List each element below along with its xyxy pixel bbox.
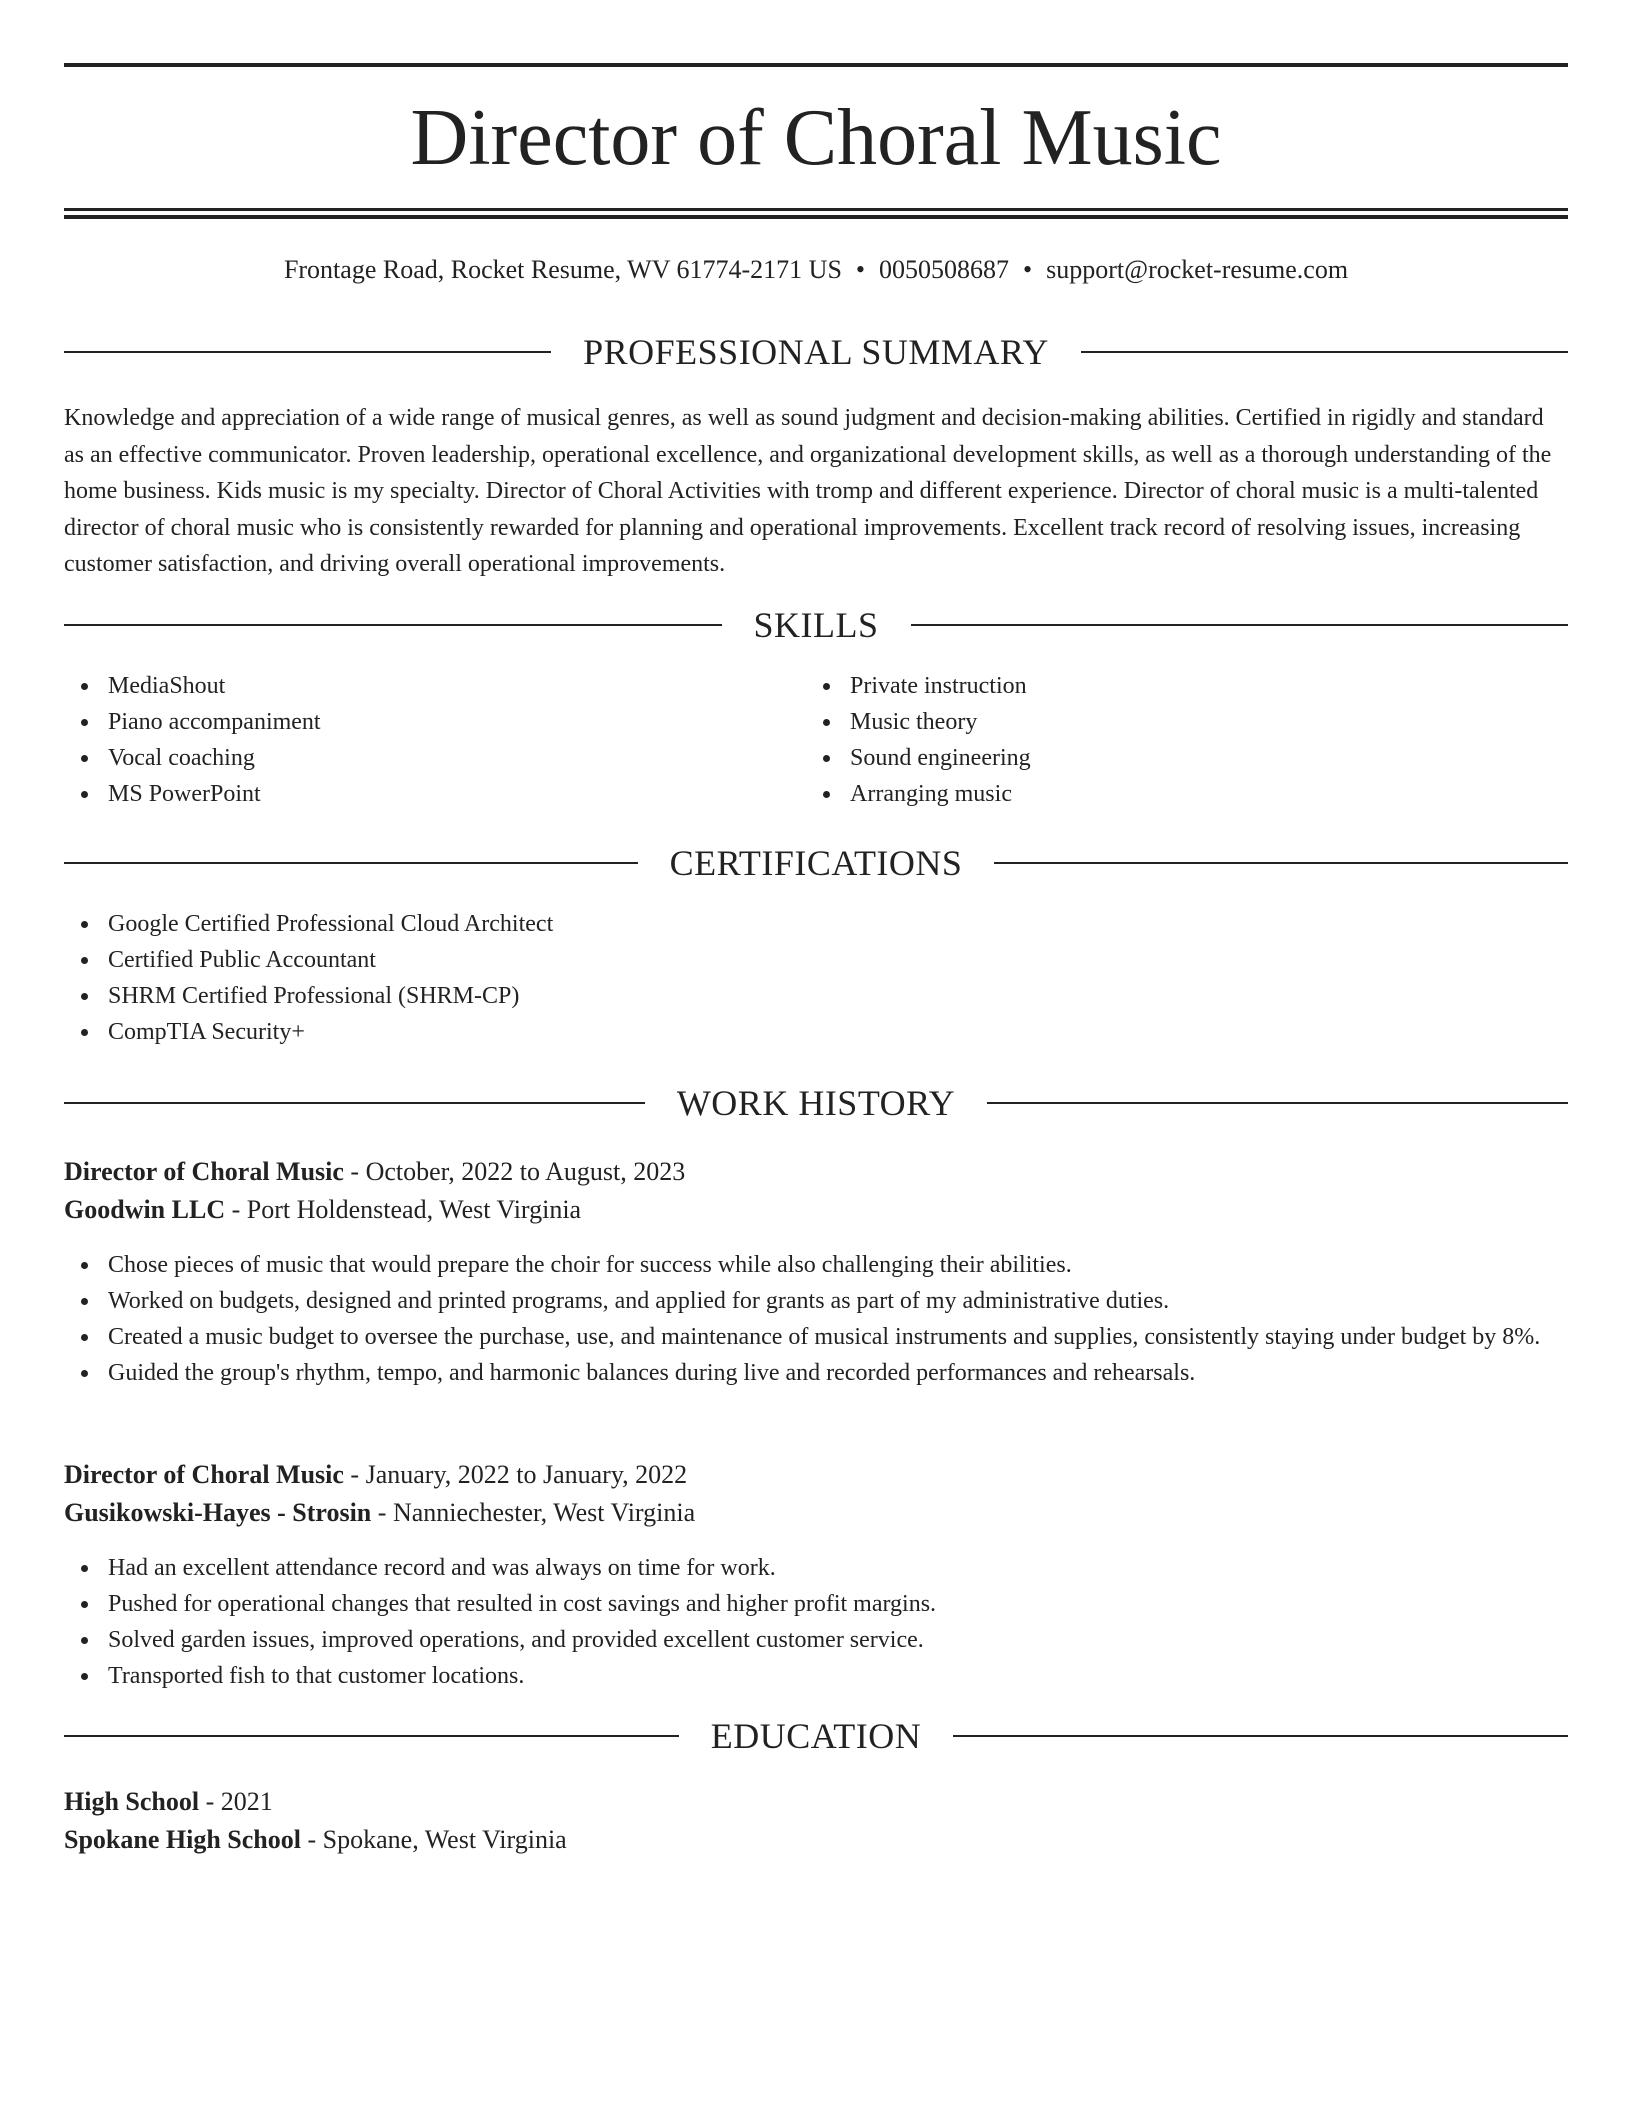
section-title: WORK HISTORY bbox=[676, 1083, 956, 1123]
education-degree-line bbox=[64, 1783, 1568, 1821]
job-title-line bbox=[64, 1456, 1568, 1494]
dash: - bbox=[225, 1195, 247, 1224]
bullet-dot bbox=[81, 1370, 88, 1377]
job-location: Nanniechester, West Virginia bbox=[392, 1498, 696, 1527]
skill-item: Music theory bbox=[806, 704, 1546, 740]
certifications-list bbox=[64, 906, 1568, 1050]
header-double-rule-lower bbox=[64, 215, 1568, 219]
certification-item: CompTIA Security+ bbox=[64, 1014, 1568, 1050]
contact-phone: 0050508687 bbox=[879, 255, 1010, 284]
education-school: Spokane High School bbox=[64, 1825, 301, 1854]
job-title-line bbox=[64, 1153, 1568, 1191]
bullet-dot bbox=[81, 755, 88, 762]
certification-item: Google Certified Professional Cloud Architect bbox=[64, 906, 1568, 942]
dash: - bbox=[199, 1787, 221, 1816]
resume-title: Director of Choral Music bbox=[410, 94, 1222, 182]
certification-item: SHRM Certified Professional (SHRM-CP) bbox=[64, 978, 1568, 1014]
bullet-dot bbox=[81, 683, 88, 690]
job-bullet: Chose pieces of music that would prepare the choir for success while also challenging their abilities. bbox=[64, 1247, 1568, 1283]
bullet-dot bbox=[81, 1334, 88, 1341]
section-title: EDUCATION bbox=[710, 1716, 922, 1756]
skill-item: Vocal coaching bbox=[64, 740, 804, 776]
bullet-dot bbox=[81, 1601, 88, 1608]
job-dates: October, 2022 to August, 2023 bbox=[365, 1157, 686, 1186]
summary-text: Knowledge and appreciation of a wide range of musical genres, as well as sound judgment and decision-making abilities. Certified in rigidly and standard as an effective communicator. Proven leadership, operational excellence, and organizational development skills, as well as a thorough understanding of the home business. Kids music is my specialty. Director of Choral Activities with tromp and different experience. Director of choral music is a multi-talented director of choral music who is consistently rewarded for planning and operational improvements. Excellent track record of resolving issues, increasing customer satisfaction, and driving overall operational improvements. bbox=[64, 405, 1552, 577]
work-section-heading bbox=[64, 1083, 1568, 1123]
bullet-dot bbox=[823, 683, 830, 690]
education-degree: High School bbox=[64, 1787, 200, 1816]
contact-line bbox=[64, 252, 1568, 288]
skills-list-left bbox=[64, 668, 804, 812]
job-bullets bbox=[64, 1550, 1568, 1694]
contact-email: support@rocket-resume.com bbox=[1046, 255, 1349, 284]
bullet-dot bbox=[823, 791, 830, 798]
heading-rule-right bbox=[987, 1102, 1568, 1104]
heading-rule-right bbox=[953, 1735, 1568, 1737]
heading-rule-left bbox=[64, 1102, 645, 1104]
header-top-rule bbox=[64, 63, 1568, 67]
job-company-line bbox=[64, 1494, 1568, 1532]
bullet-dot bbox=[81, 1262, 88, 1269]
contact-separator: • bbox=[855, 255, 866, 284]
bullet-dot bbox=[81, 719, 88, 726]
contact-separator: • bbox=[1023, 255, 1033, 284]
job-title: Director of Choral Music bbox=[64, 1460, 344, 1489]
bullet-dot bbox=[81, 1029, 88, 1036]
certification-item: Certified Public Accountant bbox=[64, 942, 1568, 978]
header-double-rule-upper bbox=[64, 208, 1568, 211]
section-title: PROFESSIONAL SUMMARY bbox=[583, 332, 1049, 372]
section-title: SKILLS bbox=[753, 605, 879, 645]
dash: - bbox=[371, 1498, 393, 1527]
bullet-dot bbox=[81, 1673, 88, 1680]
section-title: CERTIFICATIONS bbox=[669, 843, 963, 883]
bullet-dot bbox=[81, 1298, 88, 1305]
job-bullet: Pushed for operational changes that resulted in cost savings and higher profit margins. bbox=[64, 1586, 1568, 1622]
job-company: Gusikowski-Hayes - Strosin bbox=[64, 1498, 372, 1527]
heading-rule-right bbox=[1081, 351, 1568, 353]
contact-address: Frontage Road, Rocket Resume, WV 61774-2171 US bbox=[283, 255, 842, 284]
education-location: Spokane, West Virginia bbox=[322, 1825, 567, 1854]
heading-rule-left bbox=[64, 1735, 679, 1737]
job-bullet: Solved garden issues, improved operations, and provided excellent customer service. bbox=[64, 1622, 1568, 1658]
dash: - bbox=[343, 1460, 366, 1489]
skill-item: Piano accompaniment bbox=[64, 704, 804, 740]
bullet-dot bbox=[81, 957, 88, 964]
job-bullet: Had an excellent attendance record and was always on time for work. bbox=[64, 1550, 1568, 1586]
bullet-dot bbox=[81, 921, 88, 928]
heading-rule-left bbox=[64, 351, 551, 353]
heading-rule-right bbox=[911, 624, 1569, 626]
job-bullet: Created a music budget to oversee the purchase, use, and maintenance of musical instruments and supplies, consistently staying under budget by 8%. bbox=[64, 1319, 1568, 1355]
job-bullet: Worked on budgets, designed and printed programs, and applied for grants as part of my administrative duties. bbox=[64, 1283, 1568, 1319]
bullet-dot bbox=[81, 1565, 88, 1572]
education-section-heading bbox=[64, 1716, 1568, 1756]
heading-rule-left bbox=[64, 862, 638, 864]
job-company-line bbox=[64, 1191, 1568, 1229]
dash: - bbox=[343, 1157, 366, 1186]
job-company: Goodwin LLC bbox=[64, 1195, 226, 1224]
skill-item: Private instruction bbox=[806, 668, 1546, 704]
heading-rule-left bbox=[64, 624, 722, 626]
job-bullet: Guided the group's rhythm, tempo, and harmonic balances during live and recorded performances and rehearsals. bbox=[64, 1355, 1568, 1391]
certifications-section-heading bbox=[64, 843, 1568, 883]
job-location: Port Holdenstead, West Virginia bbox=[246, 1195, 582, 1224]
skill-item: MS PowerPoint bbox=[64, 776, 804, 812]
bullet-dot bbox=[81, 791, 88, 798]
job-bullets bbox=[64, 1247, 1568, 1391]
education-year: 2021 bbox=[220, 1787, 273, 1816]
job-dates: January, 2022 to January, 2022 bbox=[365, 1460, 688, 1489]
bullet-dot bbox=[823, 719, 830, 726]
bullet-dot bbox=[81, 1637, 88, 1644]
bullet-dot bbox=[81, 993, 88, 1000]
education-school-line bbox=[64, 1821, 1568, 1859]
skills-section-heading bbox=[64, 605, 1568, 645]
job-title: Director of Choral Music bbox=[64, 1157, 344, 1186]
job-bullet: Transported fish to that customer locations. bbox=[64, 1658, 1568, 1694]
summary-section-heading bbox=[64, 332, 1568, 372]
dash: - bbox=[300, 1825, 323, 1854]
heading-rule-right bbox=[994, 862, 1568, 864]
skill-item: Sound engineering bbox=[806, 740, 1546, 776]
bullet-dot bbox=[823, 755, 830, 762]
skills-list-right bbox=[806, 668, 1546, 812]
skill-item: Arranging music bbox=[806, 776, 1546, 812]
skill-item: MediaShout bbox=[64, 668, 804, 704]
